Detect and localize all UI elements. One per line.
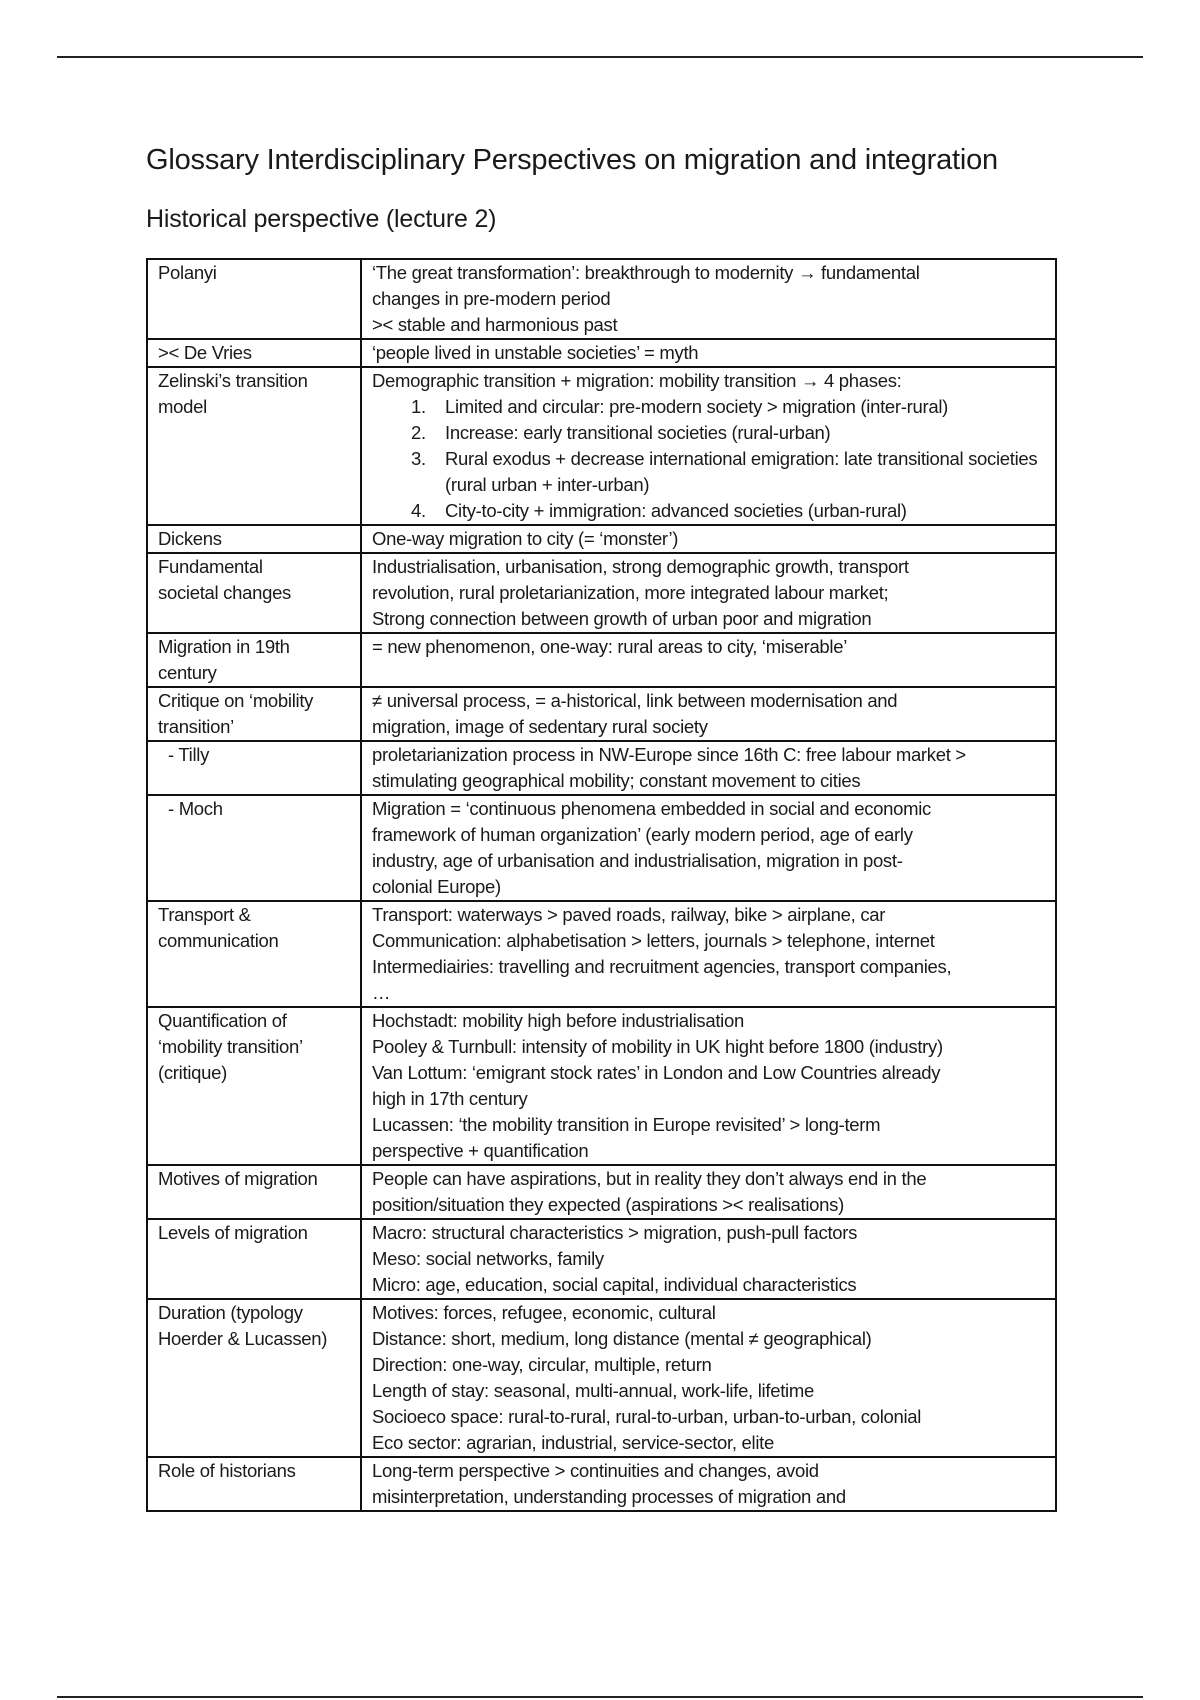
glossary-definition bbox=[361, 1165, 1056, 1219]
definition-line: position/situation they expected (aspirations >< realisations) bbox=[372, 1194, 844, 1215]
glossary-term bbox=[147, 367, 361, 525]
phase-list bbox=[372, 394, 1049, 524]
glossary-row bbox=[147, 339, 1056, 367]
phase-text: Increase: early transitional societies (rural-urban) bbox=[445, 422, 831, 443]
glossary-definition bbox=[361, 1457, 1056, 1511]
glossary-term bbox=[147, 525, 361, 553]
glossary-row bbox=[147, 1165, 1056, 1219]
definition-line: Long-term perspective > continuities and changes, avoid bbox=[372, 1460, 819, 1481]
glossary-definition bbox=[361, 339, 1056, 367]
glossary-definition bbox=[361, 553, 1056, 633]
glossary-term bbox=[147, 1007, 361, 1165]
glossary-table bbox=[146, 258, 1057, 1512]
glossary-definition bbox=[361, 1219, 1056, 1299]
glossary-term bbox=[147, 1457, 361, 1511]
term-line: societal changes bbox=[158, 582, 292, 603]
glossary-term bbox=[147, 633, 361, 687]
definition-line: Eco sector: agrarian, industrial, service-sector, elite bbox=[372, 1432, 774, 1453]
definition-line: changes in pre-modern period bbox=[372, 288, 611, 309]
phase-number: 2. bbox=[411, 422, 426, 443]
definition-line: Meso: social networks, family bbox=[372, 1248, 604, 1269]
glossary-row bbox=[147, 367, 1056, 525]
glossary-term bbox=[147, 259, 361, 339]
glossary-row bbox=[147, 1219, 1056, 1299]
term-line: transition’ bbox=[158, 716, 234, 737]
glossary-row bbox=[147, 795, 1056, 901]
glossary-row bbox=[147, 633, 1056, 687]
definition-line: People can have aspirations, but in reality they don’t always end in the bbox=[372, 1168, 927, 1189]
definition-line: Intermediairies: travelling and recruitment agencies, transport companies, bbox=[372, 956, 952, 977]
phase-item bbox=[411, 420, 1049, 446]
definition-line: Strong connection between growth of urban poor and migration bbox=[372, 608, 872, 629]
glossary-row bbox=[147, 1457, 1056, 1511]
definition-line: ≠ universal process, = a-historical, link between modernisation and bbox=[372, 690, 898, 711]
term-line: - Moch bbox=[168, 798, 223, 819]
definition-line: framework of human organization’ (early modern period, age of early bbox=[372, 824, 913, 845]
phase-text: Rural exodus + decrease international emigration: late transitional societies (rural urban + inter-urban) bbox=[445, 448, 1038, 495]
phase-item bbox=[411, 446, 1049, 498]
section-heading: Historical perspective (lecture 2) bbox=[146, 205, 497, 233]
glossary-definition bbox=[361, 901, 1056, 1007]
term-line: Motives of migration bbox=[158, 1168, 318, 1189]
definition-line: Industrialisation, urbanisation, strong demographic growth, transport bbox=[372, 556, 909, 577]
definition-line: Direction: one-way, circular, multiple, return bbox=[372, 1354, 712, 1375]
footer-rule bbox=[57, 1696, 1143, 1698]
term-line: Polanyi bbox=[158, 262, 217, 283]
definition-line: Van Lottum: ‘emigrant stock rates’ in London and Low Countries already bbox=[372, 1062, 941, 1083]
definition-line: Pooley & Turnbull: intensity of mobility in UK hight before 1800 (industry) bbox=[372, 1036, 943, 1057]
definition-line: Transport: waterways > paved roads, railway, bike > airplane, car bbox=[372, 904, 886, 925]
definition-line: Socioeco space: rural-to-rural, rural-to-urban, urban-to-urban, colonial bbox=[372, 1406, 922, 1427]
glossary-row bbox=[147, 1007, 1056, 1165]
definition-line: Micro: age, education, social capital, individual characteristics bbox=[372, 1274, 857, 1295]
definition-line: revolution, rural proletarianization, more integrated labour market; bbox=[372, 582, 889, 603]
definition-line: stimulating geographical mobility; constant movement to cities bbox=[372, 770, 861, 791]
definition-line: Motives: forces, refugee, economic, cultural bbox=[372, 1302, 716, 1323]
glossary-definition bbox=[361, 795, 1056, 901]
glossary-definition bbox=[361, 1007, 1056, 1165]
term-line: Zelinski’s transition bbox=[158, 370, 308, 391]
glossary-row bbox=[147, 553, 1056, 633]
definition-line: migration, image of sedentary rural society bbox=[372, 716, 708, 737]
term-line: Role of historians bbox=[158, 1460, 296, 1481]
definition-line: Hochstadt: mobility high before industrialisation bbox=[372, 1010, 744, 1031]
definition-line: … bbox=[372, 982, 391, 1003]
definition-intro: Demographic transition + migration: mobility transition → 4 phases: bbox=[372, 370, 902, 391]
glossary-term bbox=[147, 1165, 361, 1219]
term-line: Duration (typology bbox=[158, 1302, 303, 1323]
glossary-definition bbox=[361, 367, 1056, 525]
definition-line: high in 17th century bbox=[372, 1088, 528, 1109]
glossary-row bbox=[147, 741, 1056, 795]
term-line: >< De Vries bbox=[158, 342, 252, 363]
glossary-definition bbox=[361, 741, 1056, 795]
definition-line: perspective + quantification bbox=[372, 1140, 589, 1161]
term-line: ‘mobility transition’ bbox=[158, 1036, 303, 1057]
glossary-row bbox=[147, 259, 1056, 339]
document-title: Glossary Interdisciplinary Perspectives on migration and integration bbox=[146, 144, 998, 176]
definition-line: = new phenomenon, one-way: rural areas to city, ‘miserable’ bbox=[372, 636, 848, 657]
glossary-definition bbox=[361, 687, 1056, 741]
definition-line: Macro: structural characteristics > migration, push-pull factors bbox=[372, 1222, 858, 1243]
definition-line: proletarianization process in NW-Europe since 16th C: free labour market > bbox=[372, 744, 966, 765]
term-line: century bbox=[158, 662, 217, 683]
definition-line: misinterpretation, understanding processes of migration and bbox=[372, 1486, 846, 1507]
phase-number: 1. bbox=[411, 396, 426, 417]
definition-line: industry, age of urbanisation and industrialisation, migration in post- bbox=[372, 850, 903, 871]
term-line: - Tilly bbox=[168, 744, 210, 765]
definition-line: ‘people lived in unstable societies’ = myth bbox=[372, 342, 699, 363]
phase-item bbox=[411, 498, 1049, 524]
phase-item bbox=[411, 394, 1049, 420]
glossary-term bbox=[147, 1219, 361, 1299]
term-line: Quantification of bbox=[158, 1010, 287, 1031]
phase-number: 4. bbox=[411, 500, 426, 521]
term-line: Fundamental bbox=[158, 556, 263, 577]
glossary-term bbox=[147, 553, 361, 633]
term-line: (critique) bbox=[158, 1062, 227, 1083]
glossary-row bbox=[147, 525, 1056, 553]
glossary-table-body bbox=[147, 259, 1056, 1511]
glossary-term bbox=[147, 1299, 361, 1457]
term-line: communication bbox=[158, 930, 279, 951]
definition-line: >< stable and harmonious past bbox=[372, 314, 618, 335]
term-line: Migration in 19th bbox=[158, 636, 290, 657]
definition-line: ‘The great transformation’: breakthrough to modernity → fundamental bbox=[372, 262, 920, 283]
glossary-term bbox=[147, 741, 361, 795]
definition-line: Length of stay: seasonal, multi-annual, work-life, lifetime bbox=[372, 1380, 814, 1401]
glossary-definition bbox=[361, 525, 1056, 553]
term-line: Hoerder & Lucassen) bbox=[158, 1328, 328, 1349]
definition-line: Communication: alphabetisation > letters, journals > telephone, internet bbox=[372, 930, 935, 951]
glossary-definition bbox=[361, 633, 1056, 687]
phase-number: 3. bbox=[411, 448, 426, 469]
definition-line: Distance: short, medium, long distance (mental ≠ geographical) bbox=[372, 1328, 872, 1349]
term-line: Levels of migration bbox=[158, 1222, 308, 1243]
glossary-row bbox=[147, 687, 1056, 741]
header-rule bbox=[57, 56, 1143, 58]
glossary-term bbox=[147, 795, 361, 901]
definition-line: Migration = ‘continuous phenomena embedded in social and economic bbox=[372, 798, 931, 819]
glossary-term bbox=[147, 339, 361, 367]
glossary-definition bbox=[361, 1299, 1056, 1457]
glossary-term bbox=[147, 901, 361, 1007]
definition-line: colonial Europe) bbox=[372, 876, 501, 897]
term-line: model bbox=[158, 396, 207, 417]
phase-text: City-to-city + immigration: advanced societies (urban-rural) bbox=[445, 500, 907, 521]
definition-line: Lucassen: ‘the mobility transition in Europe revisited’ > long-term bbox=[372, 1114, 881, 1135]
glossary-row bbox=[147, 1299, 1056, 1457]
term-line: Dickens bbox=[158, 528, 222, 549]
glossary-definition bbox=[361, 259, 1056, 339]
phase-text: Limited and circular: pre-modern society > migration (inter-rural) bbox=[445, 396, 949, 417]
term-line: Transport & bbox=[158, 904, 251, 925]
definition-line: One-way migration to city (= ‘monster’) bbox=[372, 528, 679, 549]
term-line: Critique on ‘mobility bbox=[158, 690, 314, 711]
glossary-term bbox=[147, 687, 361, 741]
glossary-row bbox=[147, 901, 1056, 1007]
